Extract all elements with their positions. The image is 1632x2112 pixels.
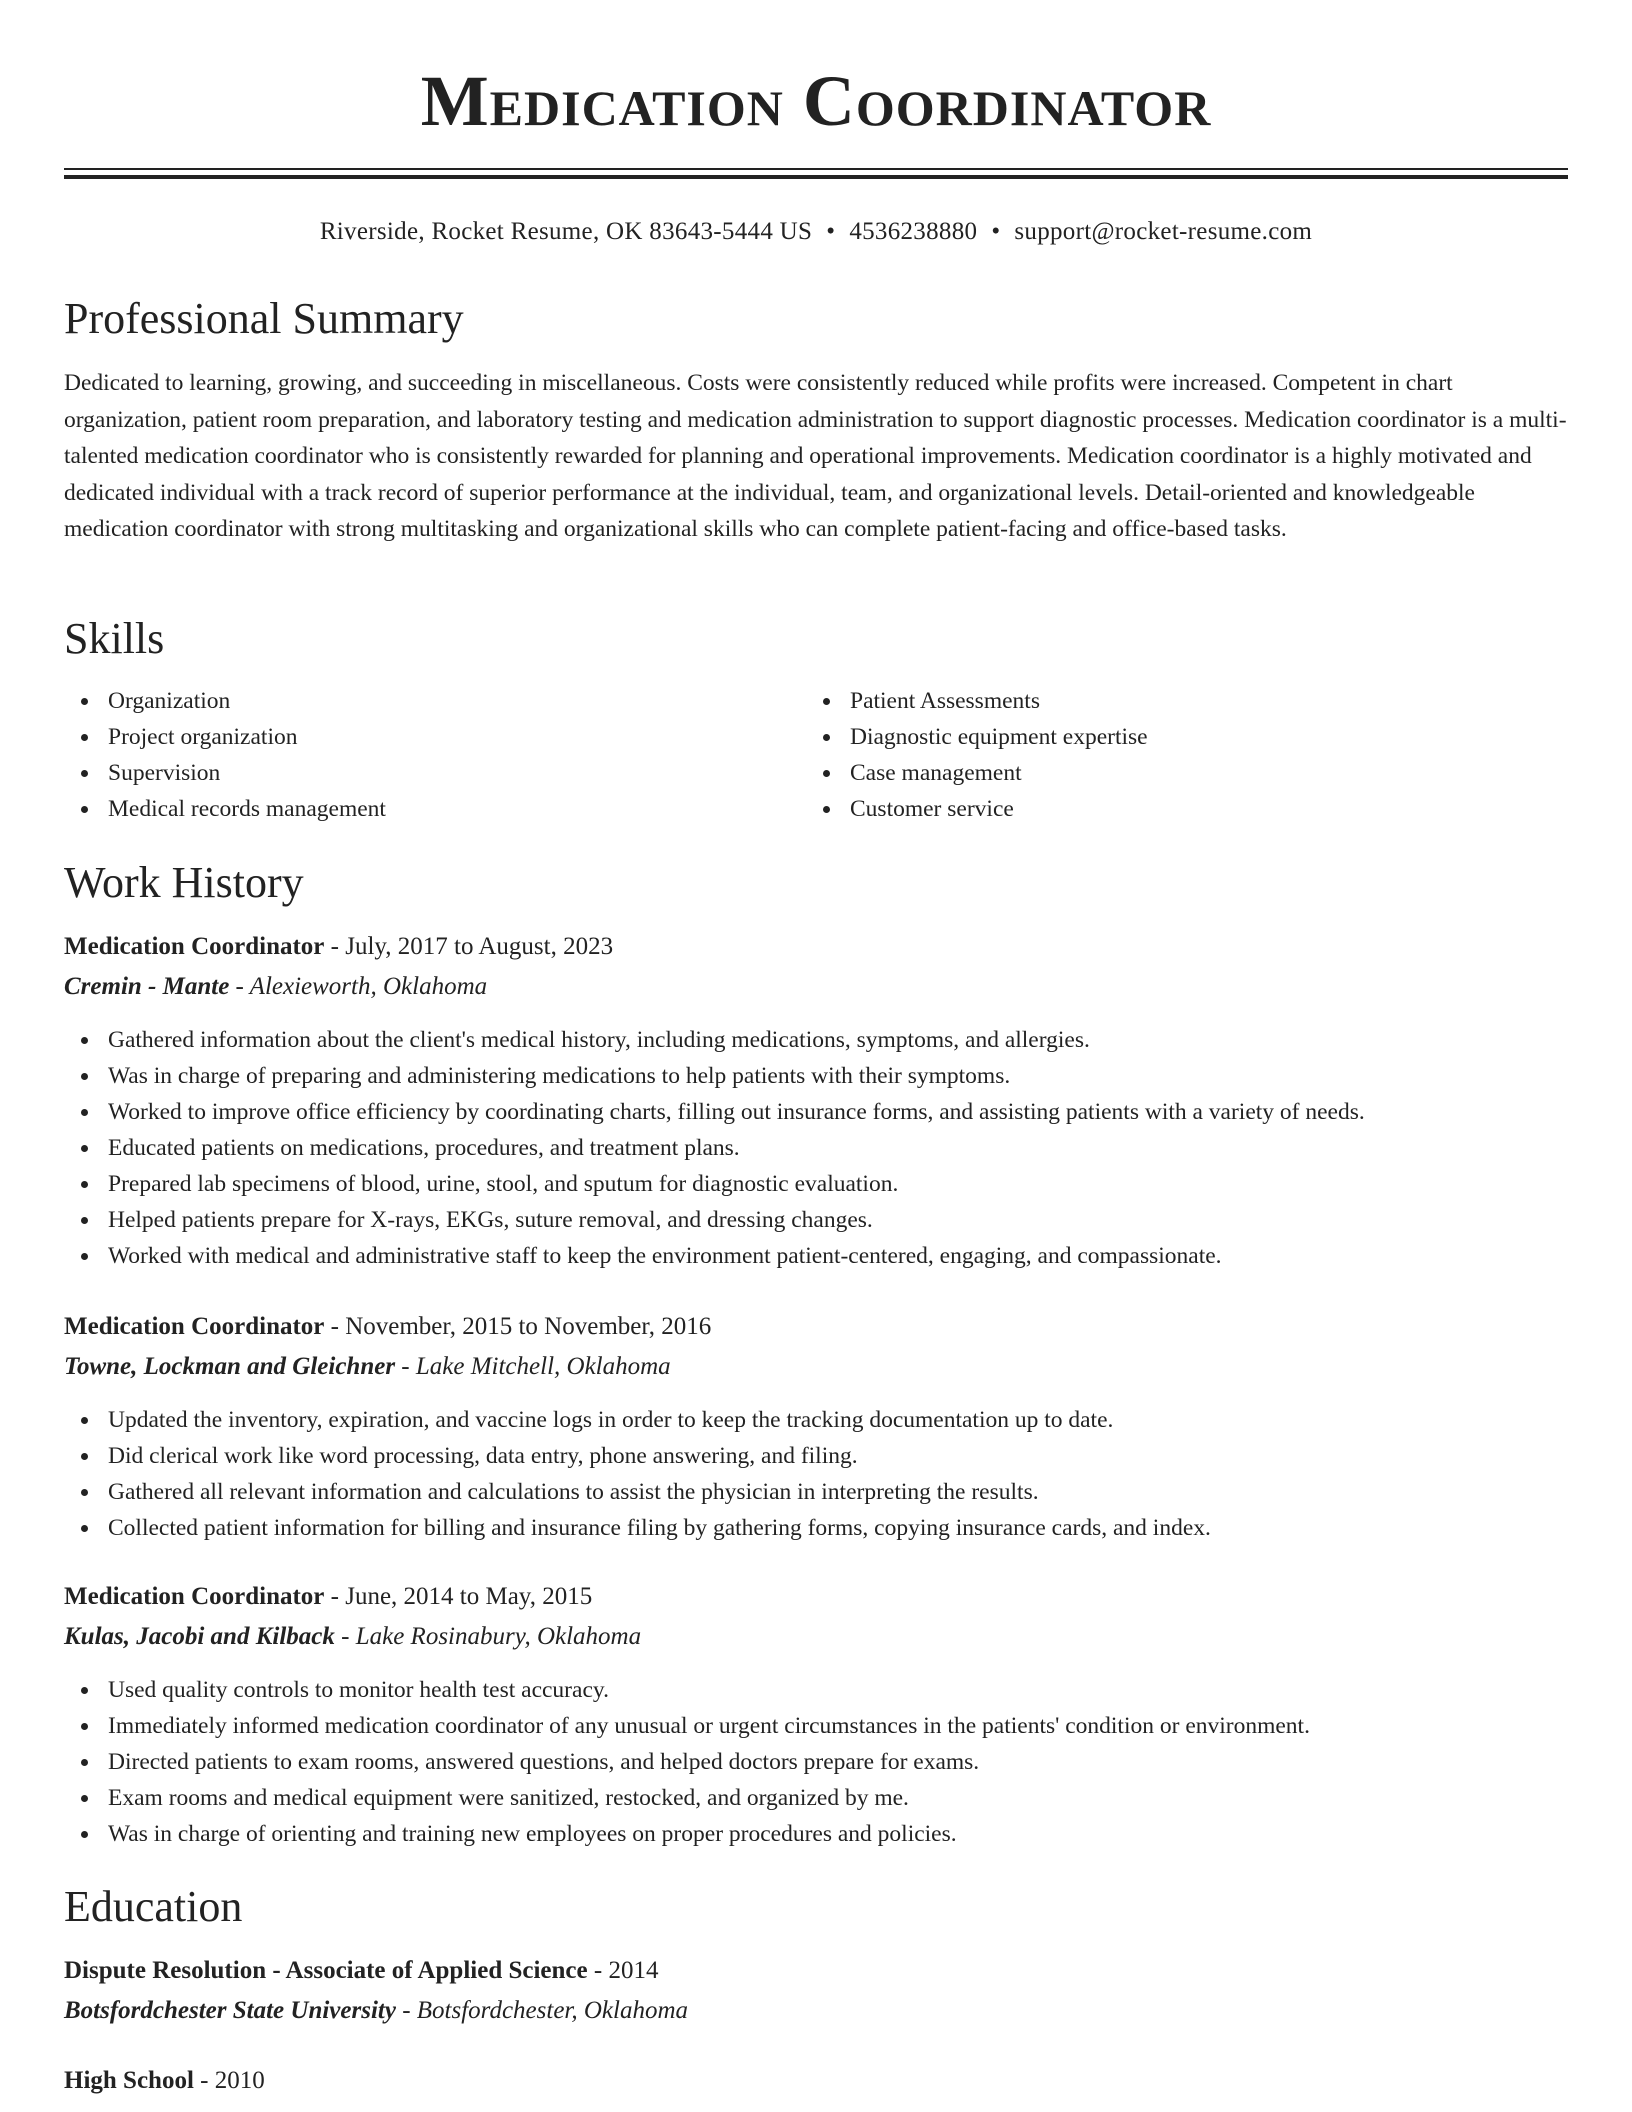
skill-item: Organization	[64, 683, 806, 719]
education-degree: High School	[64, 2067, 194, 2094]
list-item: Gathered information about the client's medical history, including medications, symptoms, and allergies.	[64, 1022, 1568, 1058]
list-item: Did clerical work like word processing, data entry, phone answering, and filing.	[64, 1438, 1568, 1474]
list-item: Prepared lab specimens of blood, urine, stool, and sputum for diagnostic evaluation.	[64, 1166, 1568, 1202]
job-company: Kulas, Jacobi and Kilback	[64, 1623, 335, 1650]
job-location: - Lake Rosinabury, Oklahoma	[334, 1623, 642, 1650]
job-dates: - July, 2017 to August, 2023	[324, 933, 614, 960]
skills-list	[64, 683, 1568, 827]
email: support@rocket-resume.com	[1014, 218, 1313, 245]
job-title-line	[64, 1309, 711, 1345]
education-degree-line	[64, 2063, 265, 2099]
skill-item: Supervision	[64, 755, 806, 791]
list-item: Gathered all relevant information and calculations to assist the physician in interpreting the results.	[64, 1474, 1568, 1510]
job-company-line	[64, 1349, 671, 1385]
job-duties	[64, 1022, 1568, 1274]
job-title: Medication Coordinator	[64, 1313, 325, 1340]
education-degree-line	[64, 1953, 658, 1989]
skill-item: Case management	[806, 755, 1548, 791]
job-title-line	[64, 929, 613, 965]
job-location: - Alexieworth, Oklahoma	[229, 973, 488, 1000]
job-company: Cremin - Mante	[64, 973, 230, 1000]
education-heading: Education	[64, 1882, 243, 1931]
list-item: Immediately informed medication coordinator of any unusual or urgent circumstances in the patients' condition or environment.	[64, 1708, 1568, 1744]
job-title-line	[64, 1579, 592, 1615]
address: Riverside, Rocket Resume, OK 83643-5444 US	[319, 218, 813, 245]
job-company-line	[64, 1619, 641, 1655]
phone: 4536238880	[849, 218, 978, 245]
header-divider-thick	[64, 175, 1568, 179]
separator: •	[991, 218, 1001, 245]
education-degree: Dispute Resolution - Associate of Applied Science	[64, 1957, 588, 1984]
job-dates: - June, 2014 to May, 2015	[324, 1583, 593, 1610]
list-item: Helped patients prepare for X-rays, EKGs, suture removal, and dressing changes.	[64, 1202, 1568, 1238]
education-school: Botsfordchester State University	[64, 1997, 396, 2024]
work-history-heading: Work History	[64, 858, 304, 907]
list-item: Directed patients to exam rooms, answered questions, and helped doctors prepare for exams.	[64, 1744, 1568, 1780]
summary-heading: Professional Summary	[64, 294, 464, 343]
header-divider	[64, 168, 1568, 170]
list-item: Updated the inventory, expiration, and vaccine logs in order to keep the tracking documentation up to date.	[64, 1402, 1568, 1438]
skill-item: Diagnostic equipment expertise	[806, 719, 1548, 755]
list-item: Was in charge of preparing and administering medications to help patients with their symptoms.	[64, 1058, 1568, 1094]
list-item: Was in charge of orienting and training new employees on proper procedures and policies.	[64, 1816, 1568, 1852]
job-dates: - November, 2015 to November, 2016	[324, 1313, 712, 1340]
skill-item: Project organization	[64, 719, 806, 755]
skill-item: Customer service	[806, 791, 1548, 827]
summary-text: Dedicated to learning, growing, and succeeding in miscellaneous. Costs were consistently reduced while profits were increased. Competent in chart organization, patient room preparation, and laboratory testing and medication administration to support diagnostic processes. Medication coordinator is a multi-talented medication coordinator who is consistently rewarded for planning and operational improvements. Medication coordinator is a highly motivated and dedicated individual with a track record of superior performance at the individual, team, and organizational levels. Detail-oriented and knowledgeable medication coordinator with strong multitasking and organizational skills who can complete patient-facing and office-based tasks.	[64, 370, 1567, 542]
skills-column-right	[806, 683, 1548, 827]
job-title: Medication Coordinator	[64, 1583, 325, 1610]
skills-column-left	[64, 683, 806, 827]
skill-item: Patient Assessments	[806, 683, 1548, 719]
list-item: Exam rooms and medical equipment were sanitized, restocked, and organized by me.	[64, 1780, 1568, 1816]
separator: •	[826, 218, 836, 245]
skills-heading: Skills	[64, 614, 165, 663]
contact-line	[0, 214, 1632, 250]
job-company: Towne, Lockman and Gleichner	[64, 1353, 396, 1380]
job-company-line	[64, 969, 487, 1005]
list-item: Worked to improve office efficiency by coordinating charts, filling out insurance forms, and assisting patients with a variety of needs.	[64, 1094, 1568, 1130]
job-location: - Lake Mitchell, Oklahoma	[395, 1353, 671, 1380]
education-school-line	[64, 1993, 688, 2029]
skill-item: Medical records management	[64, 791, 806, 827]
job-duties	[64, 1402, 1568, 1546]
list-item: Collected patient information for billing and insurance filing by gathering forms, copying insurance cards, and index.	[64, 1510, 1568, 1546]
resume-name: Medication Coordinator	[420, 61, 1212, 141]
education-year: - 2014	[587, 1957, 659, 1984]
job-title: Medication Coordinator	[64, 933, 325, 960]
education-location: - Botsfordchester, Oklahoma	[395, 1997, 689, 2024]
list-item: Educated patients on medications, procedures, and treatment plans.	[64, 1130, 1568, 1166]
list-item: Worked with medical and administrative staff to keep the environment patient-centered, engaging, and compassionate.	[64, 1238, 1568, 1274]
list-item: Used quality controls to monitor health test accuracy.	[64, 1672, 1568, 1708]
education-year: - 2010	[193, 2067, 265, 2094]
job-duties	[64, 1672, 1568, 1852]
